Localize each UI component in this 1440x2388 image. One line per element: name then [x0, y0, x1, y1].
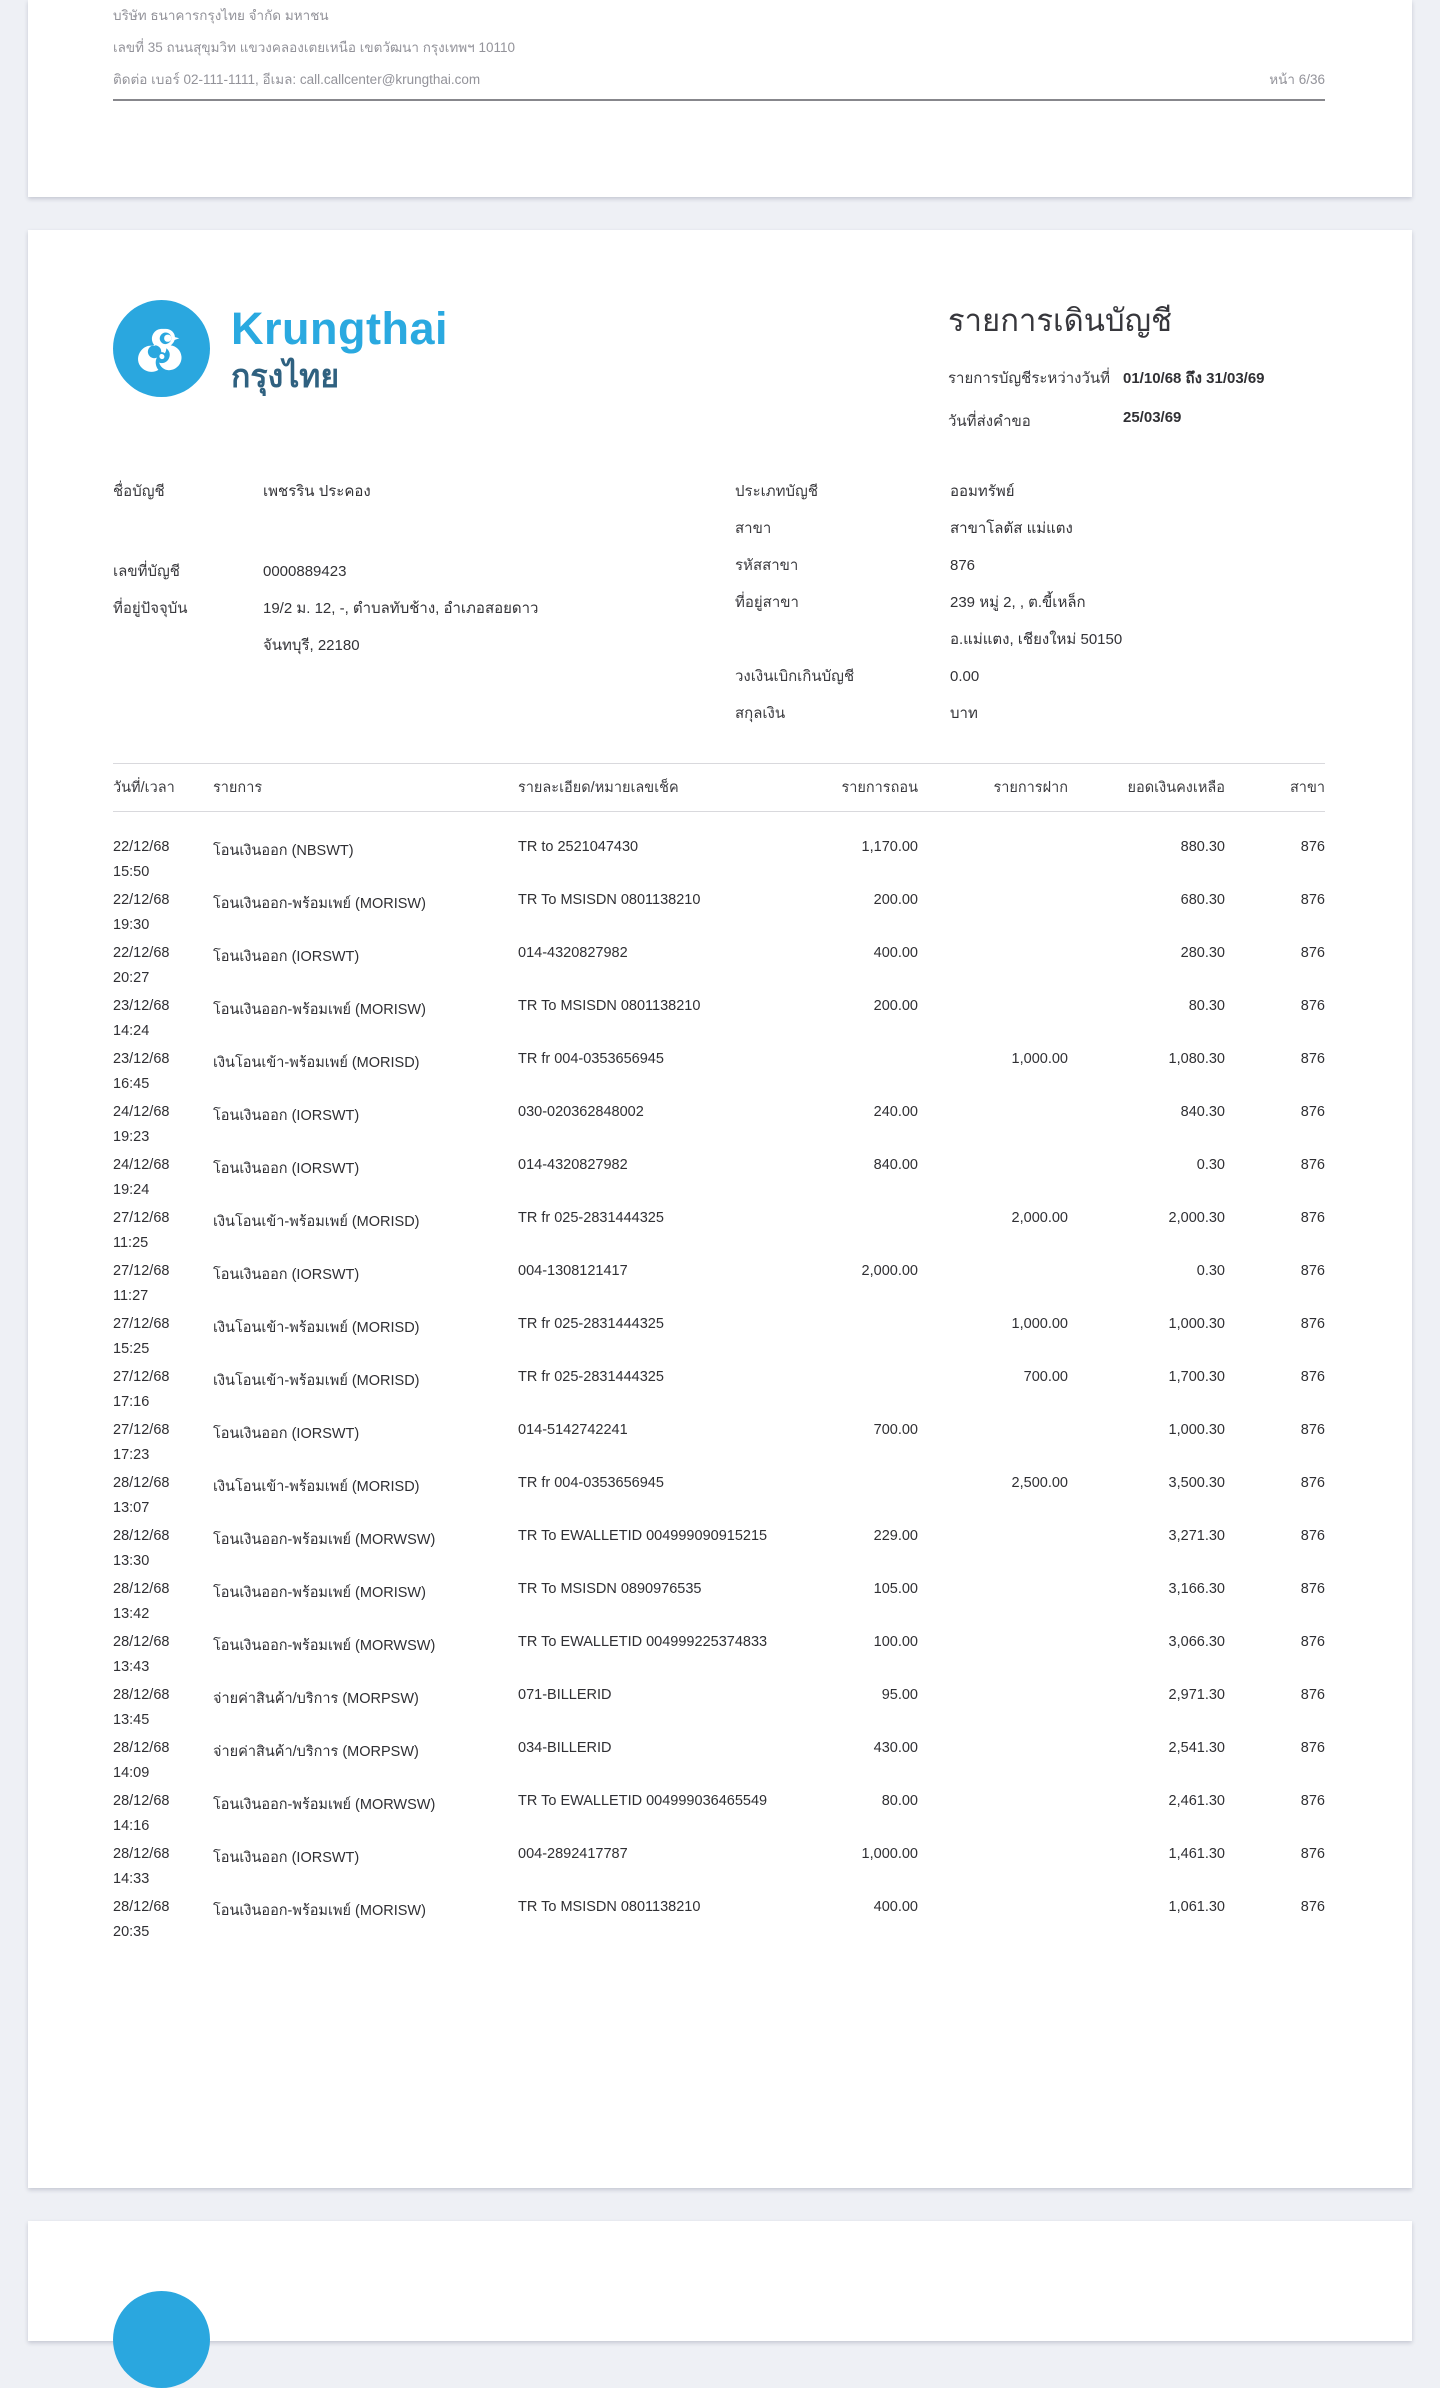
cell-time: 13:45 [113, 1712, 150, 1728]
cell-withdrawal: 840.00 [873, 1157, 918, 1173]
cell-description: โอนเงินออก-พร้อมเพย์ (MORISW) [213, 1002, 426, 1018]
cell-detail: TR To MSISDN 0801138210 [518, 998, 701, 1014]
cell-description: เงินโอนเข้า-พร้อมเพย์ (MORISD) [213, 1055, 420, 1071]
cell-withdrawal: 1,170.00 [861, 839, 918, 855]
cell-time: 13:07 [113, 1500, 150, 1516]
table-row [113, 1104, 1325, 1157]
footer-company: บริษัท ธนาคารกรุงไทย จำกัด มหาชน [113, 8, 329, 23]
cell-deposit: 2,000.00 [1011, 1210, 1068, 1226]
cell-time: 20:27 [113, 970, 150, 986]
cell-withdrawal: 240.00 [873, 1104, 918, 1120]
cell-detail: 014-4320827982 [518, 1157, 628, 1173]
table-row [113, 1687, 1325, 1740]
account-field-value: อ.แม่แตง, เชียงใหม่ 50150 [950, 631, 1123, 648]
cell-branch: 876 [1300, 892, 1325, 908]
table-row [113, 1740, 1325, 1793]
cell-detail: TR to 2521047430 [518, 839, 639, 855]
cell-balance: 3,066.30 [1168, 1634, 1225, 1650]
cell-date: 28/12/68 [113, 1634, 170, 1650]
account-field-row [735, 584, 1355, 621]
request-date-label: วันที่ส่งคำขอ [948, 413, 1031, 431]
page-number: หน้า 6/36 [1269, 72, 1325, 87]
cell-date: 28/12/68 [113, 1793, 170, 1809]
cell-withdrawal: 700.00 [873, 1422, 918, 1438]
account-field-value: 19/2 ม. 12, -, ตำบลทับช้าง, อำเภอสอยดาว [263, 600, 539, 617]
cell-date: 28/12/68 [113, 1528, 170, 1544]
table-header-row [113, 763, 1325, 812]
statement-period-label: รายการบัญชีระหว่างวันที่ [948, 370, 1111, 388]
cell-time: 14:33 [113, 1871, 150, 1887]
cell-date: 28/12/68 [113, 1687, 170, 1703]
account-field-value: 876 [950, 557, 976, 574]
cell-balance: 1,700.30 [1168, 1369, 1225, 1385]
cell-time: 20:35 [113, 1924, 150, 1940]
table-row [113, 1422, 1325, 1475]
cell-branch: 876 [1300, 1528, 1325, 1544]
cell-balance: 3,166.30 [1168, 1581, 1225, 1597]
cell-balance: 2,971.30 [1168, 1687, 1225, 1703]
cell-description: โอนเงินออก-พร้อมเพย์ (MORWSW) [213, 1532, 436, 1548]
table-row [113, 1475, 1325, 1528]
footer-contact: ติดต่อ เบอร์ 02-111-1111, อีเมล: call.callcenter@krungthai.com [113, 72, 481, 87]
cell-detail: 004-1308121417 [518, 1263, 628, 1279]
cell-branch: 876 [1300, 1369, 1325, 1385]
cell-date: 24/12/68 [113, 1157, 170, 1173]
cell-description: โอนเงินออก-พร้อมเพย์ (MORISW) [213, 896, 426, 912]
bank-wordmark-th: กรุงไทย [231, 357, 340, 394]
bank-logo [113, 2291, 210, 2388]
account-field-row [735, 473, 1355, 510]
cell-detail: TR To MSISDN 0890976535 [518, 1581, 702, 1597]
footer-rule [113, 99, 1325, 101]
cell-branch: 876 [1300, 1422, 1325, 1438]
cell-time: 14:24 [113, 1023, 150, 1039]
bank-wordmark-en: Krungthai [231, 302, 448, 354]
cell-detail: TR To EWALLETID 004999036465549 [518, 1793, 768, 1809]
account-field-row [113, 627, 673, 664]
account-info-left [113, 473, 673, 664]
cell-withdrawal: 229.00 [873, 1528, 918, 1544]
cell-branch: 876 [1300, 1899, 1325, 1915]
cell-date: 28/12/68 [113, 1581, 170, 1597]
cell-detail: TR fr 004-0353656945 [518, 1475, 664, 1491]
account-field-value: เพชรริน ประคอง [263, 483, 371, 500]
cell-detail: TR fr 004-0353656945 [518, 1051, 664, 1067]
cell-detail: TR To EWALLETID 004999225374833 [518, 1634, 768, 1650]
table-row [113, 1899, 1325, 1952]
cell-withdrawal: 1,000.00 [861, 1846, 918, 1862]
table-body [113, 812, 1325, 1952]
cell-description: โอนเงินออก (IORSWT) [213, 1108, 360, 1124]
cell-date: 23/12/68 [113, 1051, 170, 1067]
cell-time: 15:25 [113, 1341, 150, 1357]
statement-page-7 [28, 230, 1412, 2188]
account-field-label: เลขที่บัญชี [113, 563, 180, 580]
account-field-row [735, 547, 1355, 584]
account-field-value: ออมทรัพย์ [950, 483, 1015, 500]
cell-balance: 880.30 [1180, 839, 1225, 855]
statement-page-8 [28, 2221, 1412, 2341]
cell-description: จ่ายค่าสินค้า/บริการ (MORPSW) [213, 1691, 419, 1707]
account-field-value: 0000889423 [263, 563, 347, 580]
cell-detail: 071-BILLERID [518, 1687, 612, 1703]
cell-detail: TR To EWALLETID 004999090915215 [518, 1528, 768, 1544]
cell-description: โอนเงินออก (IORSWT) [213, 949, 360, 965]
col-header-branch: สาขา [1289, 780, 1325, 796]
table-row [113, 998, 1325, 1051]
krungthai-logo-circle [113, 300, 210, 397]
request-date-value: 25/03/69 [1123, 409, 1182, 427]
table-row [113, 892, 1325, 945]
table-row [113, 1157, 1325, 1210]
cell-detail: TR To MSISDN 0801138210 [518, 892, 701, 908]
cell-date: 27/12/68 [113, 1369, 170, 1385]
cell-description: เงินโอนเข้า-พร้อมเพย์ (MORISD) [213, 1320, 420, 1336]
table-row [113, 945, 1325, 998]
account-field-value: สาขาโลตัส แม่แตง [950, 520, 1073, 537]
cell-balance: 1,080.30 [1168, 1051, 1225, 1067]
cell-balance: 1,000.30 [1168, 1316, 1225, 1332]
table-row [113, 1846, 1325, 1899]
cell-withdrawal: 105.00 [873, 1581, 918, 1597]
cell-branch: 876 [1300, 1581, 1325, 1597]
cell-withdrawal: 200.00 [873, 998, 918, 1014]
cell-time: 16:45 [113, 1076, 150, 1092]
account-field-row [735, 658, 1355, 695]
cell-time: 17:23 [113, 1447, 150, 1463]
cell-time: 15:50 [113, 864, 150, 880]
cell-detail: TR fr 025-2831444325 [518, 1316, 664, 1332]
cell-time: 19:24 [113, 1182, 150, 1198]
cell-withdrawal: 95.00 [881, 1687, 918, 1703]
cell-description: โอนเงินออก (IORSWT) [213, 1267, 360, 1283]
cell-date: 24/12/68 [113, 1104, 170, 1120]
cell-balance: 80.30 [1188, 998, 1225, 1014]
account-field-value: จันทบุรี, 22180 [263, 637, 360, 654]
table-row [113, 1316, 1325, 1369]
cell-description: จ่ายค่าสินค้า/บริการ (MORPSW) [213, 1744, 419, 1760]
cell-time: 11:27 [113, 1288, 149, 1304]
cell-deposit: 2,500.00 [1011, 1475, 1068, 1491]
transactions-table [113, 763, 1325, 1952]
cell-date: 22/12/68 [113, 839, 170, 855]
cell-date: 28/12/68 [113, 1846, 170, 1862]
statement-header [948, 302, 1328, 433]
bank-logo [113, 300, 448, 397]
account-field-value: บาท [950, 705, 978, 722]
cell-description: โอนเงินออก-พร้อมเพย์ (MORISW) [213, 1585, 426, 1601]
cell-balance: 3,500.30 [1168, 1475, 1225, 1491]
cell-description: โอนเงินออก-พร้อมเพย์ (MORWSW) [213, 1797, 436, 1813]
cell-branch: 876 [1300, 1846, 1325, 1862]
account-field-row [735, 695, 1355, 732]
cell-date: 27/12/68 [113, 1422, 170, 1438]
cell-branch: 876 [1300, 1740, 1325, 1756]
cell-date: 28/12/68 [113, 1740, 170, 1756]
cell-withdrawal: 400.00 [873, 1899, 918, 1915]
cell-date: 28/12/68 [113, 1475, 170, 1491]
statement-period-value: 01/10/68 ถึง 31/03/69 [1123, 370, 1265, 388]
cell-date: 27/12/68 [113, 1263, 170, 1279]
cell-time: 19:23 [113, 1129, 150, 1145]
cell-balance: 2,541.30 [1168, 1740, 1225, 1756]
cell-branch: 876 [1300, 998, 1325, 1014]
account-info-right [735, 473, 1355, 732]
cell-detail: 030-020362848002 [518, 1104, 644, 1120]
account-field-row [735, 510, 1355, 547]
cell-detail: 014-4320827982 [518, 945, 628, 961]
table-row [113, 1528, 1325, 1581]
account-field-label: สาขา [735, 520, 772, 537]
cell-deposit: 1,000.00 [1011, 1316, 1068, 1332]
cell-detail: 034-BILLERID [518, 1740, 612, 1756]
table-row [113, 1581, 1325, 1634]
cell-date: 27/12/68 [113, 1316, 170, 1332]
table-row [113, 1263, 1325, 1316]
table-row [113, 1369, 1325, 1422]
cell-branch: 876 [1300, 1687, 1325, 1703]
cell-time: 14:16 [113, 1818, 150, 1834]
cell-withdrawal: 80.00 [881, 1793, 918, 1809]
cell-branch: 876 [1300, 1793, 1325, 1809]
cell-branch: 876 [1300, 839, 1325, 855]
account-field-label: ชื่อบัญชี [113, 483, 165, 500]
statement-page-6 [28, 0, 1412, 197]
account-field-row [113, 473, 673, 510]
cell-balance: 1,461.30 [1168, 1846, 1225, 1862]
table-row [113, 1793, 1325, 1846]
cell-withdrawal: 100.00 [873, 1634, 918, 1650]
account-field-row [113, 553, 673, 590]
cell-branch: 876 [1300, 1263, 1325, 1279]
cell-withdrawal: 2,000.00 [861, 1263, 918, 1279]
cell-branch: 876 [1300, 1634, 1325, 1650]
statement-title: รายการเดินบัญชี [948, 303, 1173, 338]
cell-date: 22/12/68 [113, 892, 170, 908]
cell-date: 28/12/68 [113, 1899, 170, 1915]
cell-balance: 2,461.30 [1168, 1793, 1225, 1809]
cell-date: 22/12/68 [113, 945, 170, 961]
col-header-detail: รายละเอียด/หมายเลขเช็ค [518, 780, 679, 796]
cell-time: 14:09 [113, 1765, 150, 1781]
account-field-value: 239 หมู่ 2, , ต.ขี้เหล็ก [950, 594, 1086, 611]
cell-balance: 0.30 [1196, 1263, 1225, 1279]
cell-description: โอนเงินออก-พร้อมเพย์ (MORWSW) [213, 1638, 436, 1654]
account-field-row [735, 621, 1355, 658]
cell-balance: 840.30 [1180, 1104, 1225, 1120]
footer-address: เลขที่ 35 ถนนสุขุมวิท แขวงคลองเตยเหนือ เขตวัฒนา กรุงเทพฯ 10110 [113, 40, 516, 55]
cell-time: 19:30 [113, 917, 150, 933]
account-field-row [113, 590, 673, 627]
cell-time: 13:43 [113, 1659, 150, 1675]
account-field-label: สกุลเงิน [735, 705, 786, 722]
cell-description: โอนเงินออก (IORSWT) [213, 1161, 360, 1177]
cell-description: เงินโอนเข้า-พร้อมเพย์ (MORISD) [213, 1214, 420, 1230]
cell-description: โอนเงินออก (IORSWT) [213, 1426, 360, 1442]
cell-detail: TR To MSISDN 0801138210 [518, 1899, 701, 1915]
cell-branch: 876 [1300, 1475, 1325, 1491]
cell-balance: 0.30 [1196, 1157, 1225, 1173]
cell-date: 27/12/68 [113, 1210, 170, 1226]
krungthai-bird-icon [126, 313, 198, 385]
account-field-label: รหัสสาขา [735, 557, 799, 574]
cell-description: โอนเงินออก-พร้อมเพย์ (MORISW) [213, 1903, 426, 1919]
cell-branch: 876 [1300, 945, 1325, 961]
cell-balance: 2,000.30 [1168, 1210, 1225, 1226]
cell-detail: TR fr 025-2831444325 [518, 1210, 664, 1226]
col-header-balance: ยอดเงินคงเหลือ [1127, 780, 1225, 796]
col-header-datetime: วันที่/เวลา [113, 780, 175, 796]
table-row [113, 1051, 1325, 1104]
account-field-label [113, 627, 263, 664]
cell-balance: 280.30 [1180, 945, 1225, 961]
krungthai-logo-circle [113, 2291, 210, 2388]
cell-time: 11:25 [113, 1235, 149, 1251]
cell-date: 23/12/68 [113, 998, 170, 1014]
cell-withdrawal: 200.00 [873, 892, 918, 908]
table-row [113, 1634, 1325, 1687]
cell-balance: 1,061.30 [1168, 1899, 1225, 1915]
cell-description: โอนเงินออก (NBSWT) [213, 843, 354, 859]
cell-detail: TR fr 025-2831444325 [518, 1369, 664, 1385]
cell-time: 17:16 [113, 1394, 150, 1410]
account-field-label: ที่อยู่สาขา [735, 594, 799, 611]
cell-description: เงินโอนเข้า-พร้อมเพย์ (MORISD) [213, 1373, 420, 1389]
cell-branch: 876 [1300, 1210, 1325, 1226]
cell-branch: 876 [1300, 1316, 1325, 1332]
account-field-label: ที่อยู่ปัจจุบัน [113, 600, 188, 617]
cell-branch: 876 [1300, 1051, 1325, 1067]
cell-description: เงินโอนเข้า-พร้อมเพย์ (MORISD) [213, 1479, 420, 1495]
cell-deposit: 1,000.00 [1011, 1051, 1068, 1067]
account-field-value: 0.00 [950, 668, 980, 685]
cell-description: โอนเงินออก (IORSWT) [213, 1850, 360, 1866]
cell-time: 13:42 [113, 1606, 150, 1622]
cell-balance: 1,000.30 [1168, 1422, 1225, 1438]
cell-withdrawal: 430.00 [873, 1740, 918, 1756]
cell-balance: 680.30 [1180, 892, 1225, 908]
table-row [113, 1210, 1325, 1263]
account-field-label [735, 621, 950, 658]
page6-footer [113, 0, 1325, 101]
col-header-deposit: รายการฝาก [993, 780, 1068, 796]
account-field-label: ประเภทบัญชี [735, 483, 819, 500]
table-row [113, 839, 1325, 892]
cell-detail: 004-2892417787 [518, 1846, 628, 1862]
cell-time: 13:30 [113, 1553, 150, 1569]
cell-deposit: 700.00 [1023, 1369, 1068, 1385]
cell-withdrawal: 400.00 [873, 945, 918, 961]
cell-branch: 876 [1300, 1104, 1325, 1120]
col-header-withdrawal: รายการถอน [841, 780, 918, 796]
account-field-label: วงเงินเบิกเกินบัญชี [735, 668, 855, 685]
cell-detail: 014-5142742241 [518, 1422, 628, 1438]
col-header-description: รายการ [213, 780, 263, 796]
cell-branch: 876 [1300, 1157, 1325, 1173]
cell-balance: 3,271.30 [1168, 1528, 1225, 1544]
